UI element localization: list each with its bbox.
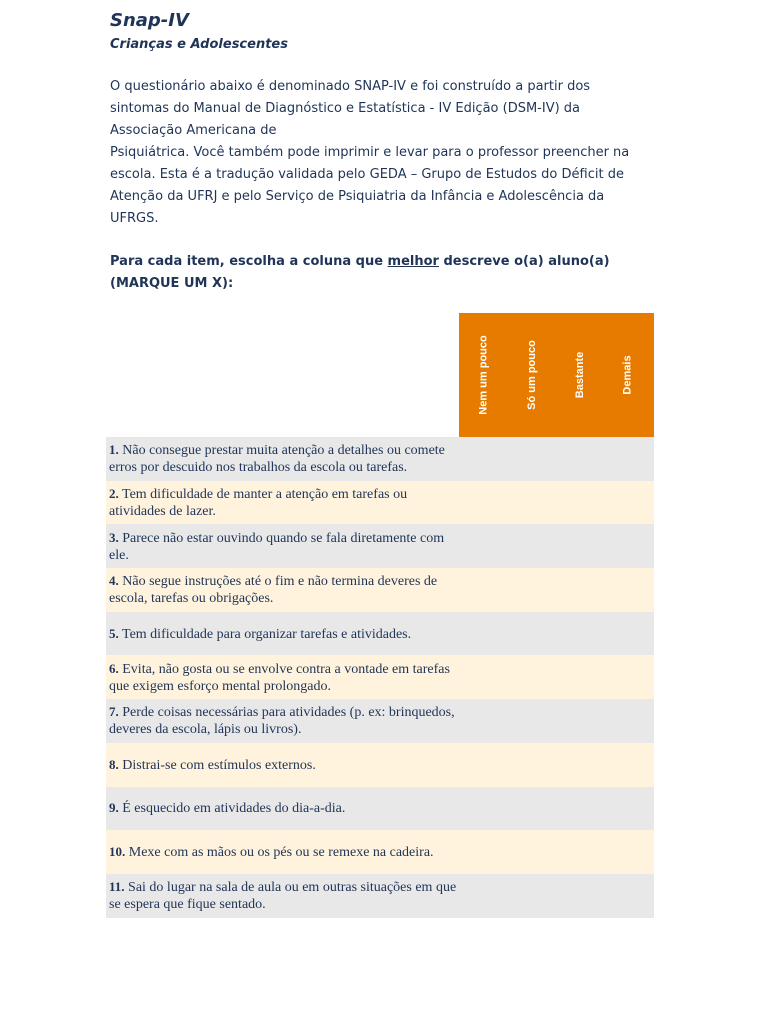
column-header-demais: Demais (621, 355, 634, 395)
answer-cell[interactable] (557, 787, 606, 831)
answer-cell[interactable] (508, 437, 557, 481)
answer-cell[interactable] (508, 481, 557, 525)
item-number: 5. (109, 625, 119, 641)
table-row (106, 874, 654, 918)
answer-cell[interactable] (605, 524, 654, 568)
answer-cell[interactable] (508, 568, 557, 612)
answer-cells (459, 699, 654, 743)
item-text (106, 756, 459, 774)
table-row (106, 830, 654, 874)
intro-line: Associação Americana de (110, 123, 277, 138)
answer-cell[interactable] (557, 524, 606, 568)
instruction-part: Para cada item, escolha a coluna que (110, 254, 388, 269)
answer-cells (459, 612, 654, 656)
answer-cell[interactable] (459, 524, 508, 568)
instruction-emphasis: melhor (387, 254, 439, 269)
answer-cell[interactable] (459, 655, 508, 699)
intro-line: sintomas do Manual de Diagnóstico e Estatística - IV Edição (DSM-IV) da (110, 101, 581, 116)
answer-cells (459, 874, 654, 918)
answer-cell[interactable] (459, 568, 508, 612)
page-subtitle: Crianças e Adolescentes (110, 37, 288, 52)
item-number: 6. (109, 660, 119, 676)
answer-cell[interactable] (557, 655, 606, 699)
item-description: Tem dificuldade de manter a atenção em tarefas ou atividades de lazer. (109, 487, 408, 520)
intro-line: UFRGS. (110, 211, 159, 226)
answer-cell[interactable] (557, 743, 606, 787)
answer-cell[interactable] (508, 874, 557, 918)
item-description: Tem dificuldade para organizar tarefas e atividades. (122, 626, 412, 642)
answer-cell[interactable] (605, 612, 654, 656)
item-text (106, 703, 459, 738)
answer-cell[interactable] (459, 612, 508, 656)
answer-cell[interactable] (508, 787, 557, 831)
item-text (106, 529, 459, 564)
item-text (106, 441, 459, 476)
answer-cells (459, 568, 654, 612)
table-body (106, 437, 654, 918)
answer-cell[interactable] (605, 655, 654, 699)
column-header-nem-um-pouco: Nem um pouco (478, 335, 491, 415)
answer-cell[interactable] (605, 874, 654, 918)
answer-cell[interactable] (508, 699, 557, 743)
answer-cell[interactable] (557, 568, 606, 612)
item-number: 8. (109, 756, 119, 772)
answer-cells (459, 524, 654, 568)
table-row (106, 524, 654, 568)
instruction-text (110, 251, 656, 295)
instruction-part: descreve o(a) aluno(a) (438, 254, 610, 269)
answer-cell[interactable] (605, 743, 654, 787)
page-title: Snap-IV (110, 10, 189, 31)
item-text (106, 572, 459, 607)
item-number: 1. (109, 442, 119, 458)
answer-cell[interactable] (459, 743, 508, 787)
answer-cell[interactable] (459, 699, 508, 743)
item-description: Parece não estar ouvindo quando se fala diretamente com ele. (109, 530, 445, 563)
answer-cell[interactable] (605, 699, 654, 743)
item-description: Distrai-se com estímulos externos. (122, 757, 316, 773)
answer-cell[interactable] (557, 612, 606, 656)
answer-cells (459, 787, 654, 831)
item-description: É esquecido em atividades do dia-a-dia. (122, 801, 346, 817)
document-body (110, 10, 656, 295)
table-header (106, 313, 654, 437)
item-text (106, 843, 459, 861)
answer-cell[interactable] (459, 787, 508, 831)
answer-cells (459, 743, 654, 787)
table-row (106, 699, 654, 743)
answer-cell[interactable] (557, 437, 606, 481)
item-description: Não consegue prestar muita atenção a detalhes ou comete erros por descuido nos trabalhos da escola ou tarefas. (109, 443, 445, 476)
answer-cell[interactable] (605, 437, 654, 481)
item-number: 9. (109, 800, 119, 816)
instruction-part: (MARQUE UM X): (110, 276, 234, 291)
column-header-bastante: Bastante (574, 351, 586, 399)
item-description: Perde coisas necessárias para atividades (p. ex: brinquedos, deveres da escola, lápis ou livros). (109, 705, 455, 738)
answer-cell[interactable] (605, 481, 654, 525)
table-row (106, 437, 654, 481)
answer-cells (459, 481, 654, 525)
item-text (106, 625, 459, 643)
answer-cells (459, 830, 654, 874)
answer-cells (459, 655, 654, 699)
answer-cell[interactable] (459, 874, 508, 918)
answer-cell[interactable] (557, 874, 606, 918)
answer-cell[interactable] (557, 481, 606, 525)
answer-cell[interactable] (557, 699, 606, 743)
answer-cell[interactable] (508, 830, 557, 874)
answer-cell[interactable] (508, 524, 557, 568)
answer-cell[interactable] (605, 830, 654, 874)
answer-cell[interactable] (459, 437, 508, 481)
intro-paragraph (110, 76, 656, 230)
item-number: 7. (109, 704, 119, 720)
item-description: Evita, não gosta ou se envolve contra a vontade em tarefas que exigem esforço mental prolongado. (109, 661, 450, 694)
intro-line: Psiquiátrica. Você também pode imprimir e levar para o professor preencher na (110, 145, 630, 160)
answer-cell[interactable] (605, 787, 654, 831)
answer-cell[interactable] (557, 830, 606, 874)
questionnaire-table (106, 313, 654, 918)
item-text (106, 485, 459, 520)
item-number: 11. (109, 879, 125, 895)
table-row (106, 481, 654, 525)
item-description: Não segue instruções até o fim e não termina deveres de escola, tarefas ou obrigações. (109, 574, 438, 607)
item-number: 4. (109, 573, 119, 589)
table-row (106, 743, 654, 787)
item-number: 2. (109, 486, 119, 502)
column-header-so-um-pouco: Só um pouco (526, 340, 539, 410)
item-text (106, 799, 459, 817)
intro-line: Atenção da UFRJ e pelo Serviço de Psiquiatria da Infância e Adolescência da (110, 189, 605, 204)
answer-cells (459, 437, 654, 481)
intro-line: O questionário abaixo é denominado SNAP-IV e foi construído a partir dos (110, 79, 591, 94)
table-row (106, 568, 654, 612)
table-row (106, 612, 654, 656)
answer-cell[interactable] (605, 568, 654, 612)
item-description: Sai do lugar na sala de aula ou em outras situações em que se espera que fique sentado. (109, 880, 457, 913)
item-number: 10. (109, 844, 126, 860)
answer-cell[interactable] (508, 612, 557, 656)
item-description: Mexe com as mãos ou os pés ou se remexe na cadeira. (128, 845, 434, 861)
intro-line: escola. Esta é a tradução validada pelo GEDA – Grupo de Estudos do Déficit de (110, 167, 624, 182)
answer-cell[interactable] (508, 655, 557, 699)
item-text (106, 878, 459, 913)
item-number: 3. (109, 529, 119, 545)
table-row (106, 787, 654, 831)
item-text (106, 660, 459, 695)
answer-cell[interactable] (459, 481, 508, 525)
table-row (106, 655, 654, 699)
answer-cell[interactable] (459, 830, 508, 874)
answer-cell[interactable] (508, 743, 557, 787)
